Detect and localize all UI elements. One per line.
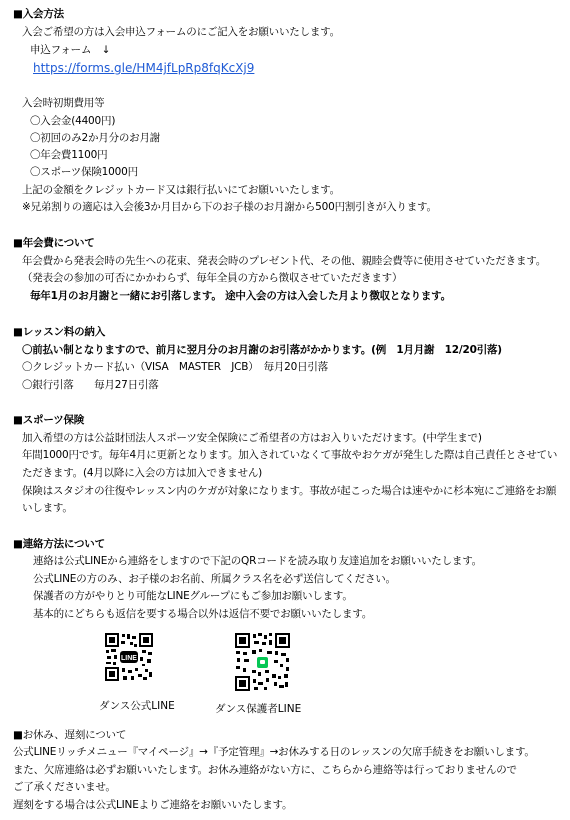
fee-item: 〇初回のみ2か月分のお月謝: [30, 132, 161, 144]
insurance-line: 保険はスタジオの往復やレッスン内のケガが対象になります。事故が起こった場合は速やかに杉本宛にご連絡をお願: [22, 485, 557, 497]
insurance-line: ただきます。(4月以降に入会の方は加入できません): [22, 467, 263, 479]
absence-line: また、欠席連絡は必ずお願いいたします。お休み連絡がない方に、こちらから連絡等は行っておりませんので: [13, 764, 517, 776]
lesson-fee-line: 〇クレジットカード払い（VISA MASTER JCB） 毎月20日引落: [22, 361, 329, 373]
section-heading-lesson-fee: ■レッスン料の納入: [13, 326, 106, 338]
official-line-caption: ダンス公式LINE: [99, 700, 175, 712]
qr-line-badge: LINE: [121, 655, 137, 662]
contact-line: 連絡は公式LINEから連絡をしますので下記のQRコードを読み取り友達追加をお願いいたします。: [33, 555, 482, 567]
insurance-line: 加入希望の方は公益財団法人スポーツ安全保険にご希望者の方はお入りいただけます。(中学生まで): [22, 432, 482, 444]
lesson-fee-line: 〇銀行引落 毎月27日引落: [22, 379, 159, 391]
admission-intro: 入会ご希望の方は入会申込フォームのにご記入をお願いいたします。: [22, 26, 340, 38]
payment-note: 上記の金額をクレジットカード又は銀行払いにてお願いいたします。: [22, 184, 340, 196]
parents-line-qr-code[interactable]: [234, 632, 291, 692]
fee-item: 〇年会費1100円: [30, 149, 108, 161]
section-heading-insurance: ■スポーツ保険: [13, 414, 85, 426]
contact-line: 保護者の方がやりとり可能なLINEグループにもご参加お願いします。: [33, 590, 353, 602]
parents-line-caption: ダンス保護者LINE: [215, 703, 302, 715]
absence-line: 公式LINEリッチメニュー『マイページ』→『予定管理』→お休みする日のレッスンの欠席手続きをお願いします。: [13, 746, 535, 758]
form-link[interactable]: https://forms.gle/HM4jfLpRp8fqKcXj9: [33, 61, 255, 75]
annual-fee-line: （発表会の参加の可否にかかわらず、毎年全員の方から徴収させていただきます）: [22, 272, 403, 284]
lesson-fee-line: 〇前払い制となりますので、前月に翌月分のお月謝のお引落がかかります。(例 1月月謝 12/20引落): [22, 344, 502, 356]
absence-line: 遅刻をする場合は公式LINEよりご連絡をお願いいたします。: [13, 799, 293, 811]
section-heading-absence: ■お休み、遅刻について: [13, 729, 127, 741]
section-heading-contact: ■連絡方法について: [13, 538, 105, 550]
fee-item: 〇スポーツ保険1000円: [30, 166, 138, 178]
section-heading-annual-fee: ■年会費について: [13, 237, 95, 249]
contact-line: 公式LINEの方のみ、お子様のお名前、所属クラス名を必ず送信してください。: [33, 573, 396, 585]
insurance-line: 年間1000円です。毎年4月に更新となります。加入されていなくて事故やおケガが発生した際は自己責任とさせてい: [22, 449, 558, 461]
insurance-line: いします。: [22, 502, 73, 514]
section-heading-admission: ■入会方法: [13, 8, 64, 20]
fee-item: 〇入会金(4400円): [30, 115, 116, 127]
annual-fee-line: 毎年1月のお月謝と一緒にお引落します。 途中入会の方は入会した月より徴収となります。: [30, 290, 451, 302]
annual-fee-line: 年会費から発表会時の先生への花束、発表会時のプレゼント代、その他、親睦会費等に使用させていただきます。: [22, 255, 547, 267]
official-line-qr-code[interactable]: [104, 632, 154, 682]
fees-title: 入会時初期費用等: [22, 97, 105, 109]
form-label: 申込フォーム ↓: [30, 44, 111, 56]
qr-code-icon: [104, 632, 154, 682]
absence-line: ご了承くださいませ。: [13, 781, 116, 793]
contact-line: 基本的にどちらも返信を要する場合以外は返信不要でお願いいたします。: [33, 608, 373, 620]
sibling-discount-note: ※兄弟割りの適応は入会後3か月目から下のお子様のお月謝から500円割引きが入ります。: [22, 201, 437, 213]
qr-code-icon: [234, 632, 291, 692]
